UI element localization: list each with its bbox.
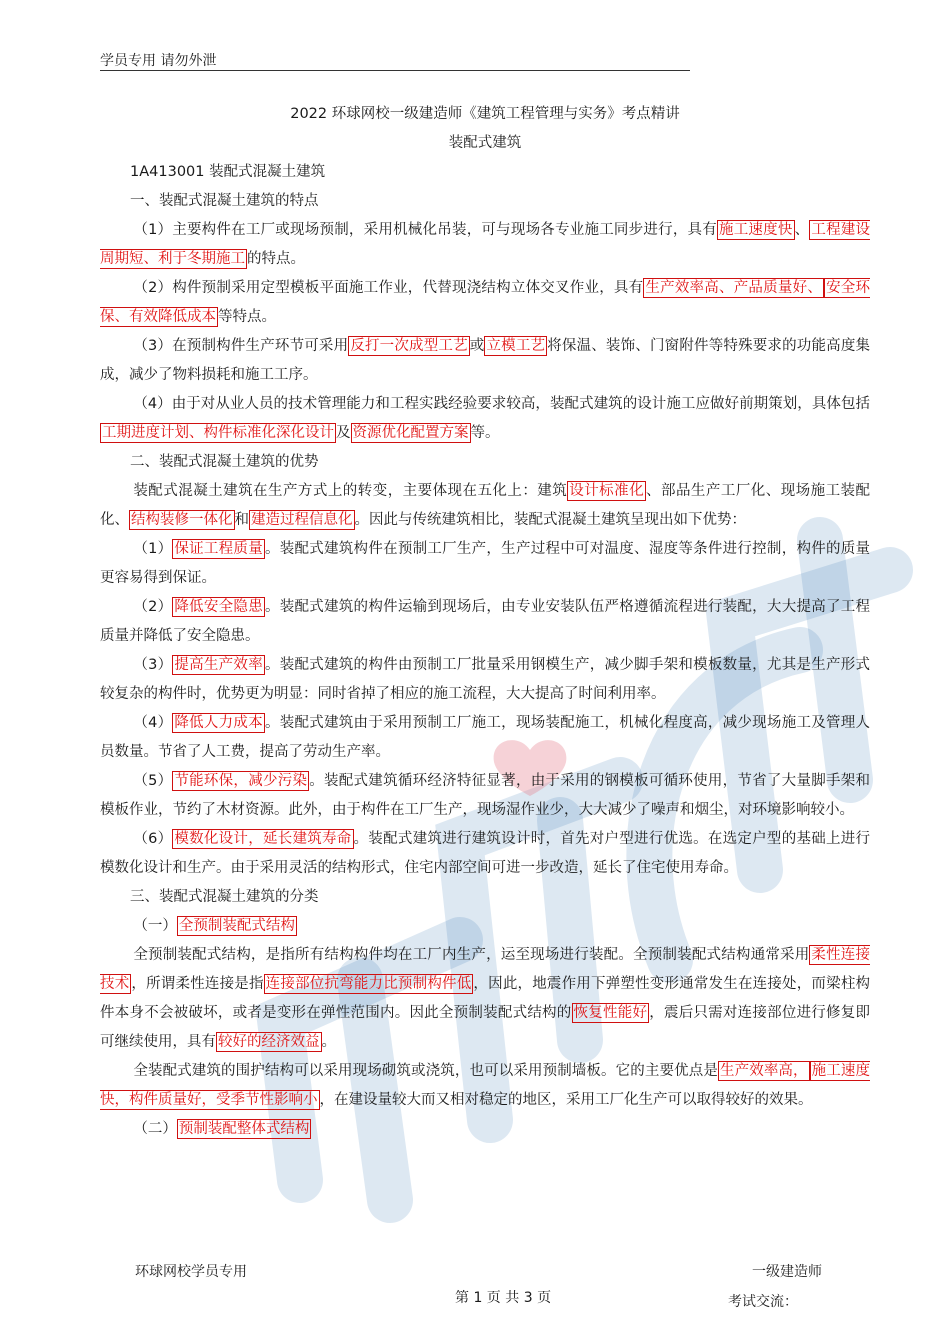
highlight-term: 施工速度快 (718, 222, 793, 238)
advantage-2: （2） 降低安全隐患 。装配式建筑的构件运输到现场后，由专业安装队伍严格遵循流程进行装配，大大提高了工程质量并降低了安全隐患。 (100, 599, 871, 644)
advantage-6: （6） 模数化设计，延长建筑寿命 。装配式建筑进行建筑设计时，首先对户型进行优选。在选定户型的基础上进行模数化设计和生产。由于采用灵活的结构形式，住宅内部空间可进一步改造，延长了住宅使用寿命。 (100, 831, 871, 876)
footer-left: 环球网校学员专用 (135, 1264, 247, 1280)
paragraph-6: 全预制装配式结构，是指所有结构构件均在工厂内生产，运至现场进行装配。全预制装配式结构通常采用 柔性连接技术 ，所谓柔性连接是指 连接部位抗弯能力比预制构件低 ，因此，地震作用下弹塑性变形通常发生在连接处，而梁柱构件本身不会被破坏，或者是变形在弹性范围内。因此全预制装配式结构的 恢复性能好 ，震后只需对连接部位进行修复即可继续使用，具有 较好的经济效益 。 (100, 947, 871, 1050)
paragraph-1: （1）主要构件在工厂或现场预制，采用机械化吊装，可与现场各专业施工同步进行，具有 施工速度快 、 工程建设周期短、利于冬期施工 的特点。 (100, 222, 871, 267)
footer-right-title: 一级建造师 (752, 1264, 822, 1280)
paragraph-5: 装配式混凝土建筑在生产方式上的转变，主要体现在五化上：建筑 设计标准化 、部品生产工厂化、现场施工装配化、 结构装修一体化 和 建造过程信息化 。因此与传统建筑相比，装配式混凝土建筑呈现出如下优势： (100, 483, 871, 528)
highlight-term: 全预制装配式结构 (178, 918, 295, 934)
highlight-term: 设计标准化 (569, 483, 645, 499)
highlight-term: 立模工艺 (486, 338, 546, 354)
advantage-3: （3） 提高生产效率 。装配式建筑的构件由预制工厂批量采用钢模生产，减少脚手架和模板数量，尤其是生产形式较复杂的构件时，优势更为明显：同时省掉了相应的施工流程，大大提高了时间利用率。 (100, 657, 871, 702)
section-code-title: 1A413001 装配式混凝土建筑 (130, 164, 326, 180)
highlight-term: 较好的经济效益 (218, 1034, 320, 1050)
highlight-term: 建造过程信息化 (251, 512, 353, 528)
paragraph-4: （4）由于对从业人员的技术管理能力和工程实践经验要求较高，装配式建筑的设计施工应做好前期策划，具体包括工期进度计划、构件标准化深化设计 及 资源优化配置方案 等。 (102, 396, 870, 441)
section-heading-1: 一、装配式混凝土建筑的特点 (130, 193, 319, 209)
highlight-term: 连接部位抗弯能力比预制构件低 (265, 976, 472, 992)
highlight-term: 工程建设周期短、利于冬期施工 (100, 222, 871, 267)
highlight-term: 预制装配整体式结构 (178, 1121, 310, 1137)
document-body (100, 100, 870, 1144)
highlight-term: 生产效率高， (719, 1063, 808, 1079)
doc-subtitle: 装配式建筑 (448, 135, 522, 151)
advantage-4: （4） 降低人力成本 。装配式建筑由于采用预制工厂施工，现场装配施工，机械化程度高，减少现场施工及管理人员数量。节省了人工费，提高了劳动生产率。 (100, 715, 871, 760)
page-number: 第 1 页 共 3 页 (455, 1290, 552, 1306)
highlight-term: 模数化设计，延长建筑寿命 (174, 831, 352, 847)
footer-right-contact: 考试交流： (728, 1294, 798, 1310)
category-2-heading: （二） 预制装配整体式结构 (133, 1121, 310, 1137)
highlight-term: 生产效率高、产品质量好、 (645, 280, 823, 296)
highlight-term: 降低安全隐患 (174, 599, 263, 615)
section-heading-3: 三、装配式混凝土建筑的分类 (130, 889, 319, 905)
header-rule (100, 70, 690, 71)
highlight-term: 柔性连接技术 (100, 947, 870, 992)
advantage-1: （1） 保证工程质量 。装配式建筑构件在预制工厂生产，生产过程中可对温度、湿度等条件进行控制，构件的质量更容易得到保证。 (100, 541, 871, 586)
header-note: 学员专用 请勿外泄 (100, 53, 217, 69)
highlight-term: 结构装修一体化 (131, 512, 233, 528)
highlight-term: 恢复性能好 (573, 1005, 648, 1021)
highlight-term: 降低人力成本 (174, 715, 263, 731)
category-1-heading: （一） 全预制装配式结构 (133, 918, 295, 934)
highlight-term: 施工速度快，构件质量好，受季节性影响小 (100, 1063, 871, 1108)
paragraph-3: （3）在预制构件生产环节可采用 反打一次成型工艺 或 立模工艺 将保温、装饰、门窗附件等特殊要求的功能高度集成，减少了物料损耗和施工工序。 (100, 338, 871, 383)
advantage-5: （5） 节能环保，减少污染 。装配式建筑循环经济特征显著，由于采用的钢模板可循环使用，节省了大量脚手架和模板作业，节约了木材资源。此外，由于构件在工厂生产，现场湿作业少，大大减少了噪声和烟尘，对环境影响较小。 (100, 773, 871, 818)
highlight-term: 提高生产效率 (174, 657, 263, 673)
highlight-term: 反打一次成型工艺 (350, 338, 468, 354)
highlight-term: 工期进度计划、构件标准化深化设计 (102, 425, 334, 441)
highlight-term: 保证工程质量 (174, 541, 263, 557)
paragraph-7: 全装配式建筑的围护结构可以采用现场砌筑或浇筑，也可以采用预制墙板。它的主要优点是 生产效率高， 施工速度快，构件质量好，受季节性影响小 ，在建设量较大而又相对稳定的地区，采用工厂化生产可以取得较好的效果。 (100, 1063, 871, 1108)
doc-title: 2022 环球网校一级建造师《建筑工程管理与实务》考点精讲 (290, 106, 680, 122)
highlight-term: 资源优化配置方案 (352, 425, 469, 441)
section-heading-2: 二、装配式混凝土建筑的优势 (130, 454, 319, 470)
paragraph-2: （2）构件预制采用定型模板平面施工作业，代替现浇结构立体交叉作业，具有 生产效率高、产品质量好、 安全环保、有效降低成本 等特点。 (100, 280, 871, 325)
highlight-term: 节能环保，减少污染 (174, 773, 308, 789)
highlight-term: 安全环保、有效降低成本 (100, 280, 871, 325)
